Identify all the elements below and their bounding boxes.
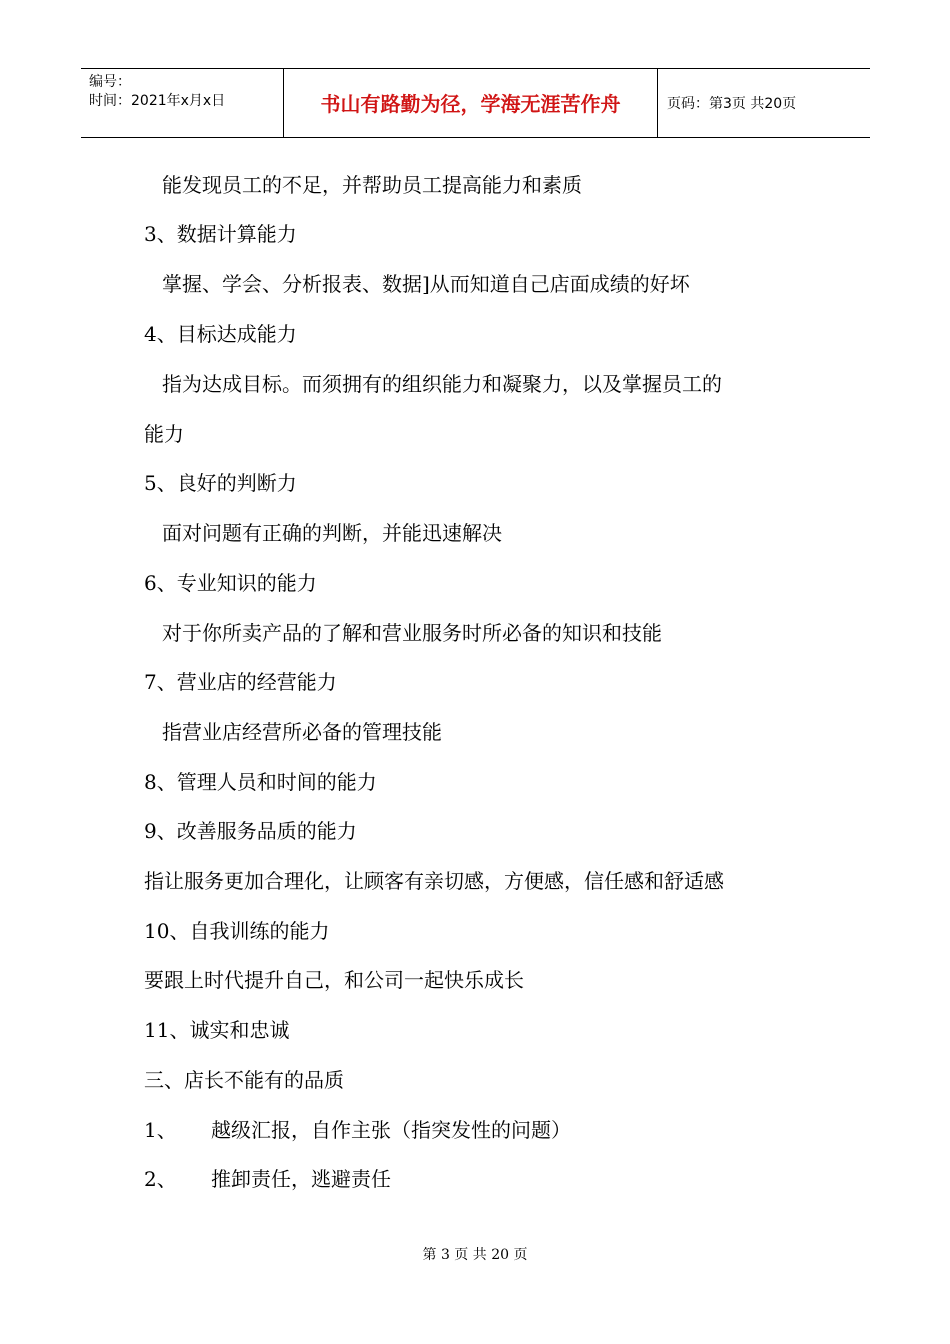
section-heading: 6、专业知识的能力 [144, 571, 317, 595]
body-paragraph: 指让服务更加合理化，让顾客有亲切感，方便感，信任感和舒适感 [144, 869, 724, 893]
list-item: 推卸责任，逃避责任 [211, 1167, 391, 1191]
section-heading: 5、良好的判断力 [144, 471, 297, 495]
list-number: 1、 [144, 1118, 177, 1142]
body-paragraph: 要跟上时代提升自己，和公司一起快乐成长 [144, 968, 524, 992]
page-info: 页码：第3页 共20页 [667, 96, 797, 112]
section-heading: 3、数据计算能力 [144, 222, 297, 246]
body-paragraph: 面对问题有正确的判断，并能迅速解决 [162, 521, 502, 545]
date-label: 时间：2021年x月x日 [89, 93, 226, 109]
body-paragraph: 能发现员工的不足，并帮助员工提高能力和素质 [162, 173, 582, 197]
motto-text: 书山有路勤为径，学海无涯苦作舟 [320, 92, 621, 116]
document-header [81, 68, 870, 138]
section-heading: 8、管理人员和时间的能力 [144, 770, 377, 794]
body-paragraph: 能力 [144, 422, 184, 446]
page-footer: 第 3 页 共 20 页 [422, 1247, 528, 1263]
body-paragraph: 指为达成目标。而须拥有的组织能力和凝聚力，以及掌握员工的 [162, 372, 722, 396]
list-number: 2、 [144, 1167, 177, 1191]
list-item: 越级汇报，自作主张（指突发性的问题） [211, 1118, 571, 1142]
header-page-cell [657, 69, 870, 137]
section-heading: 9、改善服务品质的能力 [144, 819, 357, 843]
section-heading: 10、自我训练的能力 [144, 919, 330, 943]
section-heading: 11、诚实和忠诚 [144, 1018, 290, 1042]
body-paragraph: 掌握、学会、分析报表、数据]从而知道自己店面成绩的好坏 [162, 272, 690, 296]
body-paragraph: 对于你所卖产品的了解和营业服务时所必备的知识和技能 [162, 621, 662, 645]
number-label: 编号： [89, 74, 131, 90]
section-heading: 7、营业店的经营能力 [144, 670, 337, 694]
header-motto-cell [283, 69, 658, 137]
header-meta-cell [81, 69, 283, 137]
section-heading: 4、目标达成能力 [144, 322, 297, 346]
chapter-heading: 三、店长不能有的品质 [144, 1068, 344, 1092]
body-paragraph: 指营业店经营所必备的管理技能 [162, 720, 442, 744]
